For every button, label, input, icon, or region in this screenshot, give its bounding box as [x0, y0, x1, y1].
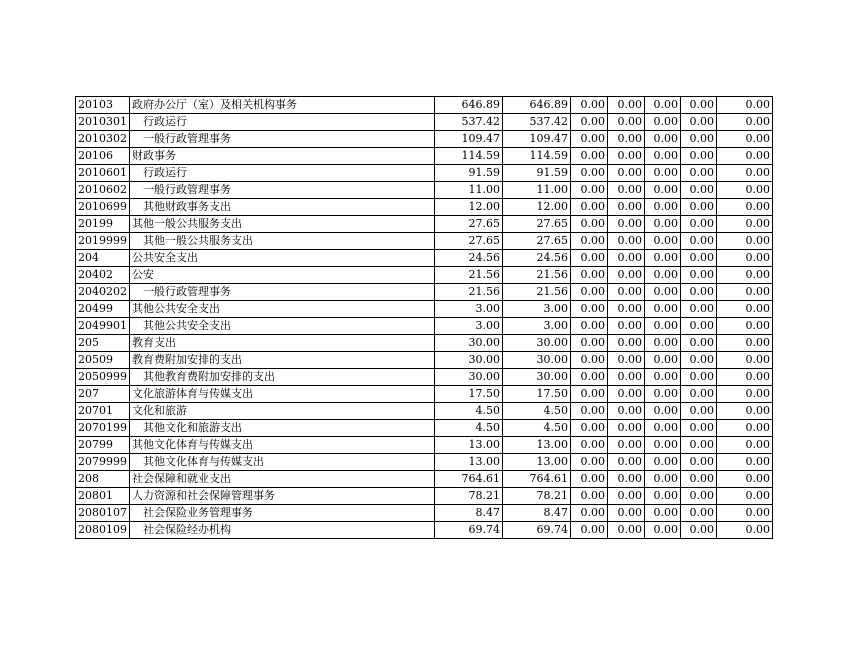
amount-cell: 4.50	[435, 403, 503, 420]
table-row	[76, 216, 773, 233]
table-row	[76, 148, 773, 165]
amount-cell: 0.00	[681, 488, 717, 505]
amount-cell: 0.00	[717, 233, 773, 250]
amount-cell: 0.00	[717, 97, 773, 114]
amount-cell: 114.59	[503, 148, 571, 165]
amount-cell: 30.00	[503, 369, 571, 386]
amount-cell: 0.00	[681, 182, 717, 199]
amount-cell: 646.89	[435, 97, 503, 114]
amount-cell: 0.00	[681, 301, 717, 318]
amount-cell: 78.21	[503, 488, 571, 505]
amount-cell: 0.00	[681, 318, 717, 335]
subject-code-cell: 2010602	[76, 182, 130, 199]
table-row	[76, 335, 773, 352]
amount-cell: 0.00	[571, 148, 608, 165]
amount-cell: 0.00	[608, 199, 645, 216]
subject-name-cell: 财政事务	[130, 148, 435, 165]
amount-cell: 0.00	[717, 454, 773, 471]
amount-cell: 30.00	[435, 369, 503, 386]
amount-cell: 0.00	[717, 352, 773, 369]
amount-cell: 0.00	[681, 233, 717, 250]
amount-cell: 4.50	[503, 403, 571, 420]
subject-name-cell: 社会保障和就业支出	[130, 471, 435, 488]
table-row	[76, 437, 773, 454]
amount-cell: 4.50	[503, 420, 571, 437]
amount-cell: 3.00	[503, 301, 571, 318]
amount-cell: 0.00	[681, 369, 717, 386]
amount-cell: 0.00	[717, 437, 773, 454]
amount-cell: 0.00	[645, 233, 681, 250]
amount-cell: 0.00	[571, 505, 608, 522]
amount-cell: 0.00	[681, 199, 717, 216]
table-row	[76, 284, 773, 301]
amount-cell: 0.00	[571, 97, 608, 114]
subject-name-cell: 公安	[130, 267, 435, 284]
subject-code-cell: 20199	[76, 216, 130, 233]
amount-cell: 0.00	[608, 369, 645, 386]
subject-name-cell: 行政运行	[130, 165, 435, 182]
subject-name-cell: 教育费附加安排的支出	[130, 352, 435, 369]
amount-cell: 0.00	[681, 454, 717, 471]
table-row	[76, 488, 773, 505]
table-row	[76, 182, 773, 199]
amount-cell: 0.00	[645, 301, 681, 318]
amount-cell: 0.00	[608, 131, 645, 148]
amount-cell: 0.00	[608, 437, 645, 454]
subject-name-cell: 一般行政管理事务	[130, 182, 435, 199]
amount-cell: 0.00	[608, 335, 645, 352]
amount-cell: 0.00	[681, 471, 717, 488]
amount-cell: 0.00	[608, 454, 645, 471]
amount-cell: 91.59	[435, 165, 503, 182]
amount-cell: 0.00	[571, 522, 608, 539]
amount-cell: 0.00	[571, 318, 608, 335]
amount-cell: 0.00	[681, 131, 717, 148]
amount-cell: 0.00	[717, 165, 773, 182]
table-row	[76, 131, 773, 148]
amount-cell: 0.00	[571, 131, 608, 148]
amount-cell: 21.56	[435, 267, 503, 284]
amount-cell: 11.00	[503, 182, 571, 199]
amount-cell: 0.00	[608, 148, 645, 165]
amount-cell: 0.00	[717, 369, 773, 386]
table-row	[76, 505, 773, 522]
subject-name-cell: 文化和旅游	[130, 403, 435, 420]
subject-code-cell: 2010302	[76, 131, 130, 148]
amount-cell: 0.00	[681, 267, 717, 284]
amount-cell: 0.00	[571, 335, 608, 352]
subject-name-cell: 政府办公厅（室）及相关机构事务	[130, 97, 435, 114]
amount-cell: 109.47	[503, 131, 571, 148]
subject-code-cell: 2080109	[76, 522, 130, 539]
amount-cell: 27.65	[503, 233, 571, 250]
table-row	[76, 199, 773, 216]
amount-cell: 21.56	[503, 284, 571, 301]
subject-name-cell: 教育支出	[130, 335, 435, 352]
amount-cell: 0.00	[681, 522, 717, 539]
subject-code-cell: 20799	[76, 437, 130, 454]
amount-cell: 91.59	[503, 165, 571, 182]
amount-cell: 69.74	[503, 522, 571, 539]
amount-cell: 0.00	[645, 131, 681, 148]
table-row	[76, 420, 773, 437]
amount-cell: 69.74	[435, 522, 503, 539]
subject-code-cell: 207	[76, 386, 130, 403]
amount-cell: 0.00	[717, 335, 773, 352]
amount-cell: 0.00	[717, 182, 773, 199]
amount-cell: 0.00	[645, 335, 681, 352]
subject-code-cell: 2049901	[76, 318, 130, 335]
subject-name-cell: 其他文化和旅游支出	[130, 420, 435, 437]
amount-cell: 109.47	[435, 131, 503, 148]
amount-cell: 0.00	[608, 216, 645, 233]
amount-cell: 114.59	[435, 148, 503, 165]
amount-cell: 3.00	[435, 318, 503, 335]
amount-cell: 0.00	[608, 386, 645, 403]
subject-name-cell: 一般行政管理事务	[130, 131, 435, 148]
table-row	[76, 386, 773, 403]
amount-cell: 30.00	[435, 352, 503, 369]
amount-cell: 0.00	[608, 301, 645, 318]
amount-cell: 0.00	[681, 97, 717, 114]
amount-cell: 24.56	[435, 250, 503, 267]
amount-cell: 0.00	[571, 301, 608, 318]
amount-cell: 0.00	[608, 488, 645, 505]
subject-code-cell: 2019999	[76, 233, 130, 250]
amount-cell: 537.42	[503, 114, 571, 131]
amount-cell: 0.00	[645, 148, 681, 165]
amount-cell: 0.00	[681, 284, 717, 301]
subject-name-cell: 其他一般公共服务支出	[130, 216, 435, 233]
amount-cell: 537.42	[435, 114, 503, 131]
amount-cell: 0.00	[645, 352, 681, 369]
table-row	[76, 403, 773, 420]
subject-code-cell: 20801	[76, 488, 130, 505]
amount-cell: 0.00	[571, 352, 608, 369]
amount-cell: 0.00	[645, 522, 681, 539]
subject-name-cell: 其他文化体育与传媒支出	[130, 454, 435, 471]
amount-cell: 0.00	[717, 148, 773, 165]
amount-cell: 0.00	[717, 267, 773, 284]
amount-cell: 13.00	[503, 437, 571, 454]
subject-code-cell: 2080107	[76, 505, 130, 522]
subject-code-cell: 2070199	[76, 420, 130, 437]
table-row	[76, 318, 773, 335]
subject-code-cell: 204	[76, 250, 130, 267]
amount-cell: 0.00	[717, 522, 773, 539]
amount-cell: 0.00	[681, 352, 717, 369]
amount-cell: 0.00	[608, 522, 645, 539]
subject-name-cell: 一般行政管理事务	[130, 284, 435, 301]
amount-cell: 0.00	[645, 454, 681, 471]
amount-cell: 0.00	[608, 267, 645, 284]
amount-cell: 0.00	[681, 403, 717, 420]
amount-cell: 0.00	[681, 335, 717, 352]
subject-name-cell: 公共安全支出	[130, 250, 435, 267]
amount-cell: 12.00	[435, 199, 503, 216]
amount-cell: 0.00	[571, 369, 608, 386]
table-row	[76, 114, 773, 131]
subject-name-cell: 社会保险业务管理事务	[130, 505, 435, 522]
amount-cell: 0.00	[571, 403, 608, 420]
amount-cell: 0.00	[608, 284, 645, 301]
amount-cell: 0.00	[645, 199, 681, 216]
amount-cell: 0.00	[645, 488, 681, 505]
amount-cell: 0.00	[608, 165, 645, 182]
amount-cell: 0.00	[571, 114, 608, 131]
amount-cell: 0.00	[608, 114, 645, 131]
amount-cell: 0.00	[645, 284, 681, 301]
amount-cell: 0.00	[571, 165, 608, 182]
subject-code-cell: 2010601	[76, 165, 130, 182]
amount-cell: 0.00	[645, 182, 681, 199]
subject-name-cell: 人力资源和社会保障管理事务	[130, 488, 435, 505]
subject-code-cell: 20499	[76, 301, 130, 318]
subject-code-cell: 20509	[76, 352, 130, 369]
amount-cell: 0.00	[645, 437, 681, 454]
amount-cell: 17.50	[503, 386, 571, 403]
amount-cell: 0.00	[681, 420, 717, 437]
amount-cell: 3.00	[503, 318, 571, 335]
subject-code-cell: 2010301	[76, 114, 130, 131]
table-row	[76, 250, 773, 267]
amount-cell: 11.00	[435, 182, 503, 199]
amount-cell: 0.00	[571, 199, 608, 216]
amount-cell: 0.00	[645, 165, 681, 182]
amount-cell: 24.56	[503, 250, 571, 267]
budget-expenditure-table	[75, 96, 773, 539]
table-row	[76, 165, 773, 182]
amount-cell: 0.00	[717, 386, 773, 403]
amount-cell: 0.00	[645, 250, 681, 267]
amount-cell: 764.61	[435, 471, 503, 488]
amount-cell: 0.00	[645, 267, 681, 284]
amount-cell: 0.00	[571, 284, 608, 301]
amount-cell: 0.00	[608, 97, 645, 114]
amount-cell: 0.00	[681, 437, 717, 454]
table-row	[76, 471, 773, 488]
amount-cell: 0.00	[645, 97, 681, 114]
amount-cell: 13.00	[503, 454, 571, 471]
subject-code-cell: 20103	[76, 97, 130, 114]
table-row	[76, 233, 773, 250]
amount-cell: 30.00	[435, 335, 503, 352]
amount-cell: 0.00	[717, 471, 773, 488]
amount-cell: 0.00	[717, 301, 773, 318]
amount-cell: 13.00	[435, 437, 503, 454]
amount-cell: 0.00	[645, 114, 681, 131]
table-row	[76, 97, 773, 114]
amount-cell: 0.00	[717, 250, 773, 267]
table-row	[76, 522, 773, 539]
amount-cell: 0.00	[681, 505, 717, 522]
amount-cell: 17.50	[435, 386, 503, 403]
amount-cell: 0.00	[681, 216, 717, 233]
amount-cell: 0.00	[717, 505, 773, 522]
amount-cell: 0.00	[717, 216, 773, 233]
amount-cell: 0.00	[571, 250, 608, 267]
amount-cell: 0.00	[681, 386, 717, 403]
subject-name-cell: 其他财政事务支出	[130, 199, 435, 216]
amount-cell: 0.00	[608, 352, 645, 369]
amount-cell: 0.00	[717, 420, 773, 437]
amount-cell: 8.47	[503, 505, 571, 522]
amount-cell: 0.00	[645, 369, 681, 386]
amount-cell: 0.00	[571, 471, 608, 488]
amount-cell: 0.00	[681, 165, 717, 182]
table-row	[76, 352, 773, 369]
amount-cell: 0.00	[608, 250, 645, 267]
table-row	[76, 301, 773, 318]
amount-cell: 0.00	[608, 182, 645, 199]
subject-code-cell: 2050999	[76, 369, 130, 386]
amount-cell: 0.00	[571, 386, 608, 403]
amount-cell: 0.00	[608, 403, 645, 420]
table-body	[76, 97, 773, 539]
amount-cell: 78.21	[435, 488, 503, 505]
amount-cell: 0.00	[608, 471, 645, 488]
amount-cell: 21.56	[503, 267, 571, 284]
amount-cell: 27.65	[435, 233, 503, 250]
amount-cell: 0.00	[681, 250, 717, 267]
subject-name-cell: 其他文化体育与传媒支出	[130, 437, 435, 454]
amount-cell: 0.00	[608, 318, 645, 335]
subject-name-cell: 社会保险经办机构	[130, 522, 435, 539]
subject-code-cell: 2079999	[76, 454, 130, 471]
amount-cell: 0.00	[571, 233, 608, 250]
subject-code-cell: 20402	[76, 267, 130, 284]
amount-cell: 3.00	[435, 301, 503, 318]
amount-cell: 0.00	[571, 216, 608, 233]
subject-code-cell: 20701	[76, 403, 130, 420]
subject-name-cell: 其他公共安全支出	[130, 318, 435, 335]
table-row	[76, 369, 773, 386]
amount-cell: 0.00	[717, 488, 773, 505]
amount-cell: 0.00	[717, 199, 773, 216]
amount-cell: 0.00	[717, 318, 773, 335]
amount-cell: 27.65	[503, 216, 571, 233]
amount-cell: 0.00	[571, 488, 608, 505]
subject-code-cell: 2010699	[76, 199, 130, 216]
amount-cell: 764.61	[503, 471, 571, 488]
subject-code-cell: 2040202	[76, 284, 130, 301]
amount-cell: 0.00	[645, 403, 681, 420]
subject-code-cell: 205	[76, 335, 130, 352]
amount-cell: 0.00	[571, 454, 608, 471]
table-row	[76, 267, 773, 284]
amount-cell: 12.00	[503, 199, 571, 216]
amount-cell: 0.00	[645, 505, 681, 522]
amount-cell: 0.00	[571, 420, 608, 437]
amount-cell: 0.00	[608, 233, 645, 250]
amount-cell: 30.00	[503, 335, 571, 352]
amount-cell: 0.00	[645, 386, 681, 403]
amount-cell: 0.00	[717, 403, 773, 420]
subject-name-cell: 其他公共安全支出	[130, 301, 435, 318]
amount-cell: 0.00	[717, 284, 773, 301]
subject-name-cell: 其他教育费附加安排的支出	[130, 369, 435, 386]
amount-cell: 0.00	[681, 114, 717, 131]
amount-cell: 0.00	[608, 420, 645, 437]
amount-cell: 0.00	[571, 267, 608, 284]
amount-cell: 0.00	[645, 420, 681, 437]
amount-cell: 0.00	[645, 216, 681, 233]
amount-cell: 30.00	[503, 352, 571, 369]
amount-cell: 13.00	[435, 454, 503, 471]
amount-cell: 21.56	[435, 284, 503, 301]
subject-name-cell: 行政运行	[130, 114, 435, 131]
amount-cell: 4.50	[435, 420, 503, 437]
subject-name-cell: 其他一般公共服务支出	[130, 233, 435, 250]
amount-cell: 0.00	[608, 505, 645, 522]
amount-cell: 0.00	[717, 131, 773, 148]
subject-code-cell: 208	[76, 471, 130, 488]
table-row	[76, 454, 773, 471]
amount-cell: 0.00	[681, 148, 717, 165]
subject-code-cell: 20106	[76, 148, 130, 165]
amount-cell: 0.00	[717, 114, 773, 131]
subject-name-cell: 文化旅游体育与传媒支出	[130, 386, 435, 403]
amount-cell: 27.65	[435, 216, 503, 233]
amount-cell: 8.47	[435, 505, 503, 522]
amount-cell: 0.00	[645, 318, 681, 335]
amount-cell: 0.00	[645, 471, 681, 488]
amount-cell: 0.00	[571, 182, 608, 199]
amount-cell: 646.89	[503, 97, 571, 114]
amount-cell: 0.00	[571, 437, 608, 454]
